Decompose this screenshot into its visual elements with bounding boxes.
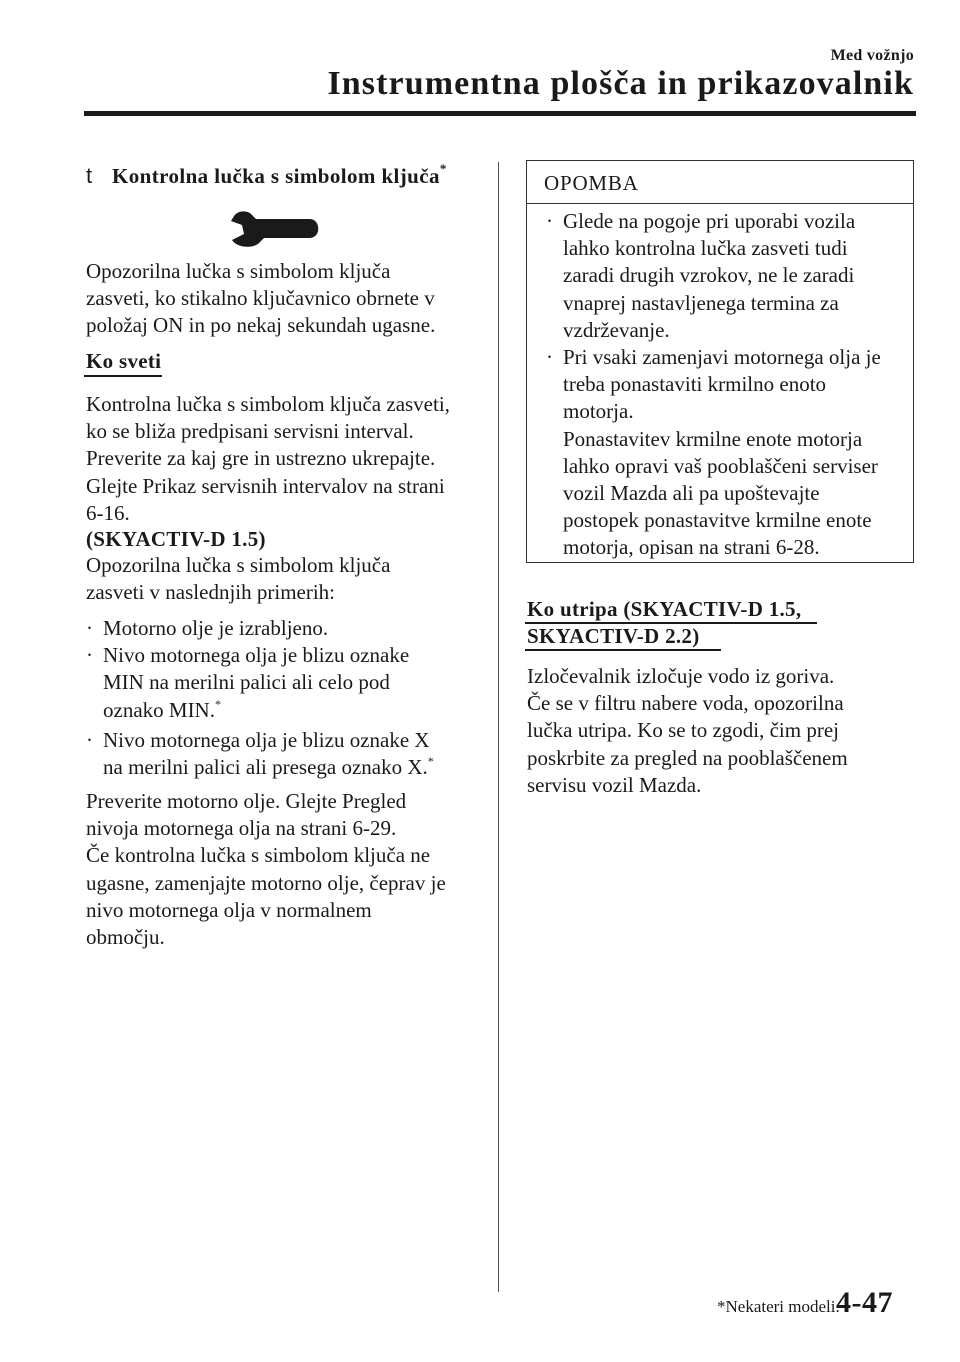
text-line: servisu vozil Mazda.	[527, 772, 702, 797]
header-rule	[84, 111, 916, 116]
list-item: · Nivo motornega olja je blizu oznake MIN na merilni palici ali celo pod oznako MIN.*	[86, 643, 410, 722]
text-line: Kontrolna lučka s simbolom ključa zasveti,	[86, 392, 450, 416]
text-line: Če se v filtru nabere voda, opozorilna	[527, 691, 844, 716]
text-line: Izločevalnik izločuje vodo iz goriva.	[527, 664, 835, 688]
text-line: Preverite za kaj gre in ustrezno ukrepajte.	[86, 446, 436, 471]
section-heading	[112, 163, 447, 189]
text-line: Preverite motorno olje. Glejte Pregled	[86, 789, 407, 813]
wrench-icon	[228, 207, 324, 249]
ko-sveti-underline	[84, 375, 162, 377]
text-line: nivo motornega olja v normalnem	[86, 897, 372, 922]
ko-utripa-heading: Ko utripa (SKYACTIV-D 1.5, SKYACTIV-D 2.2)	[527, 597, 802, 648]
note-list	[546, 208, 881, 562]
ko-sveti-paragraph	[86, 391, 450, 527]
list-item: · Nivo motornega olja je blizu oznake X na merilni palici ali presega oznako X.*	[86, 727, 434, 780]
text-line: območju.	[86, 925, 165, 950]
text-line: poskrbite za pregled na pooblaščenem	[527, 745, 848, 770]
bullet-dot: ·	[546, 345, 553, 370]
engine-paragraph	[86, 552, 390, 606]
text-line: Opozorilna lučka s simbolom ključa	[86, 259, 391, 283]
ko-utripa-paragraph	[527, 663, 848, 799]
list-item: · Glede na pogoje pri uporabi vozila lahko kontrolna lučka zasveti tudi zaradi drugih vzrokov, ne le zaradi vnaprej nastavljenega termina za vzdrževanje.	[546, 209, 856, 342]
bullet-dot: ·	[86, 616, 93, 640]
ko-sveti-heading: Ko sveti	[86, 349, 162, 373]
bullet-dot: ·	[86, 643, 93, 668]
text-line: lučka utripa. Ko se to zgodi, čim prej	[527, 718, 839, 743]
section-heading-text: Kontrolna lučka s simbolom ključa	[112, 164, 440, 188]
footnote-asterisk: *	[214, 696, 221, 711]
text-line: 6-16.	[86, 500, 130, 525]
text-line: ko se bliža predpisani servisni interval.	[86, 419, 414, 444]
engine-heading: (SKYACTIV-D 1.5)	[86, 527, 266, 551]
note-title-rule	[527, 203, 913, 204]
list-item: · Motorno olje je izrabljeno.	[86, 615, 434, 642]
note-title: OPOMBA	[544, 171, 639, 195]
section-heading-asterisk: *	[439, 161, 447, 176]
closing-paragraph	[86, 788, 446, 951]
heading-marker: t	[86, 163, 93, 188]
list-item: · Pri vsaki zamenjavi motornega olja je treba ponastaviti krmilno enoto motorja. Ponastavitev krmilne enote motorja lahko opravi vaš pooblaščeni serviser vozil Mazda ali pa upoštevajte postopek ponastavitve krmilne enote motorja, opisan na strani 6-28.	[546, 345, 881, 560]
text-line: Opozorilna lučka s simbolom ključa	[86, 553, 391, 577]
footnote: *Nekateri modeli.	[717, 1297, 840, 1316]
text-line: nivoja motornega olja na strani 6-29.	[86, 816, 397, 841]
bullet-dot: ·	[86, 727, 93, 752]
text-line: ugasne, zamenjajte motorno olje, čeprav je	[86, 870, 446, 895]
condition-list	[86, 615, 434, 784]
text-line: položaj ON in po nekaj sekundah ugasne.	[86, 313, 436, 338]
text-line: zasveti v naslednjih primerih:	[86, 580, 336, 605]
chapter-title: Instrumentna plošča in prikazovalnik	[327, 65, 914, 102]
intro-paragraph	[86, 258, 435, 340]
ko-utripa-underline	[525, 649, 721, 651]
section-label: Med vožnjo	[830, 47, 914, 64]
ko-utripa-underline	[525, 622, 817, 624]
bullet-dot: ·	[546, 209, 553, 233]
column-divider	[498, 162, 499, 1292]
text-line: zasveti, ko stikalno ključavnico obrnete v	[86, 286, 435, 311]
footnote-asterisk: *	[427, 754, 434, 769]
text-line: Glejte Prikaz servisnih intervalov na strani	[86, 473, 445, 498]
page-number: 4-47	[836, 1286, 893, 1319]
text-line: Če kontrolna lučka s simbolom ključa ne	[86, 843, 431, 868]
